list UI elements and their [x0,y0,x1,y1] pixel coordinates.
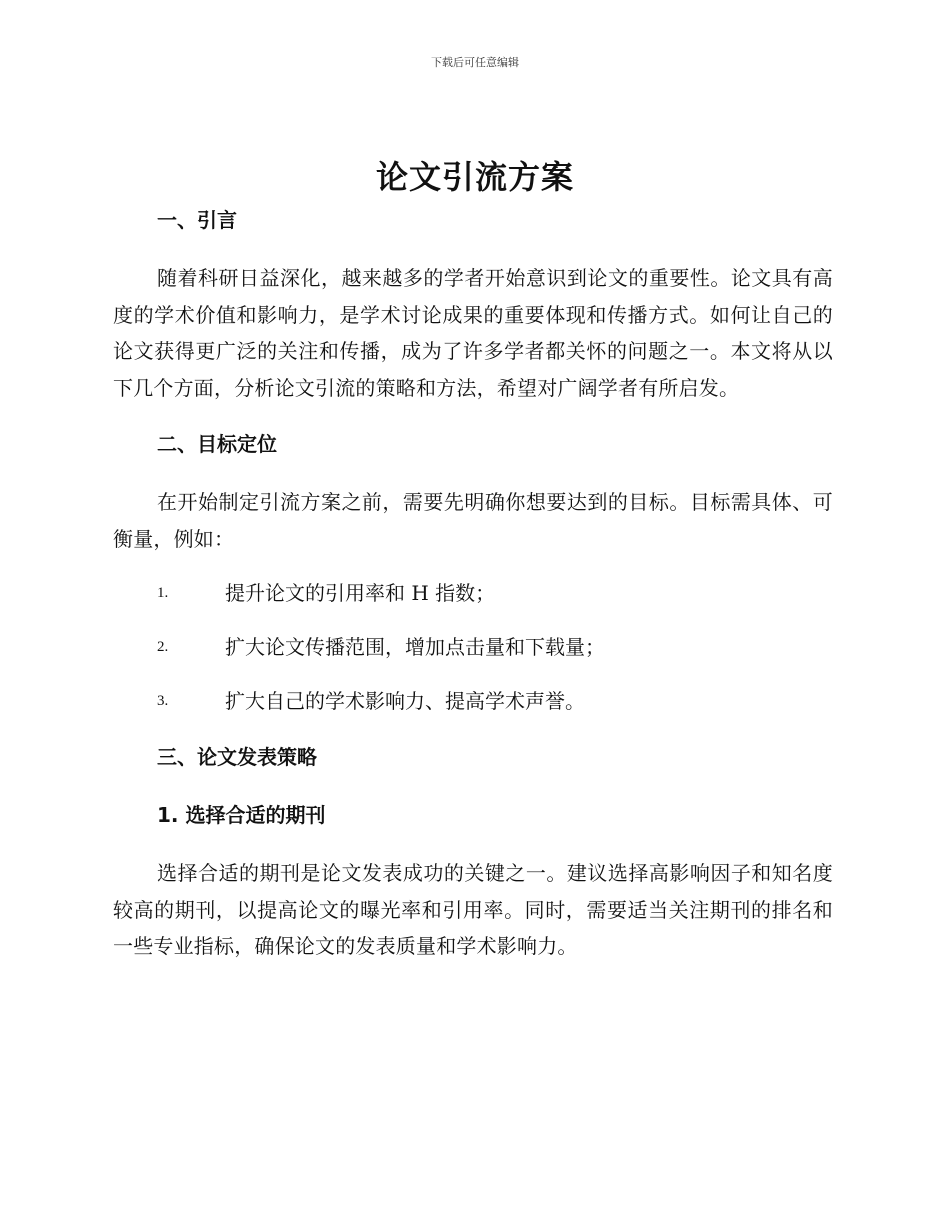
list-number: 2. [157,639,169,655]
section-heading-strategy: 三、论文发表策略 [157,745,317,769]
list-number: 1. [157,585,169,601]
list-number: 3. [157,693,169,709]
list-item [113,575,833,611]
subheading-journal: 1. 选择合适的期刊 [157,803,326,827]
strategy-paragraph: 选择合适的期刊是论文发表成功的关键之一。建议选择高影响因子和知名度较高的期刊，以提高论文的曝光率和引用率。同时，需要适当关注期刊的排名和一些专业指标，确保论文的发表质量和学术影响力。 [113,861,833,958]
section-heading-goal: 二、目标定位 [157,432,277,456]
page-title: 论文引流方案 [375,158,574,196]
list-text: 提升论文的引用率和 H 指数； [225,581,496,605]
document-body [113,200,833,965]
goal-paragraph: 在开始制定引流方案之前，需要先明确你想要达到的目标。目标需具体、可衡量，例如： [113,490,833,551]
list-text: 扩大论文传播范围，增加点击量和下载量； [225,635,605,659]
list-text: 扩大自己的学术影响力、提高学术声誉。 [225,689,585,713]
intro-paragraph: 随着科研日益深化，越来越多的学者开始意识到论文的重要性。论文具有高度的学术价值和影响力，是学术讨论成果的重要体现和传播方式。如何让自己的论文获得更广泛的关注和传播，成为了许多学者都关怀的问题之一。本文将从以下几个方面，分析论文引流的策略和方法，希望对广阔学者有所启发。 [113,266,833,400]
header-note: 下载后可任意编辑 [431,56,519,69]
list-item [113,683,833,719]
list-item [113,629,833,665]
section-heading-intro: 一、引言 [157,208,237,232]
